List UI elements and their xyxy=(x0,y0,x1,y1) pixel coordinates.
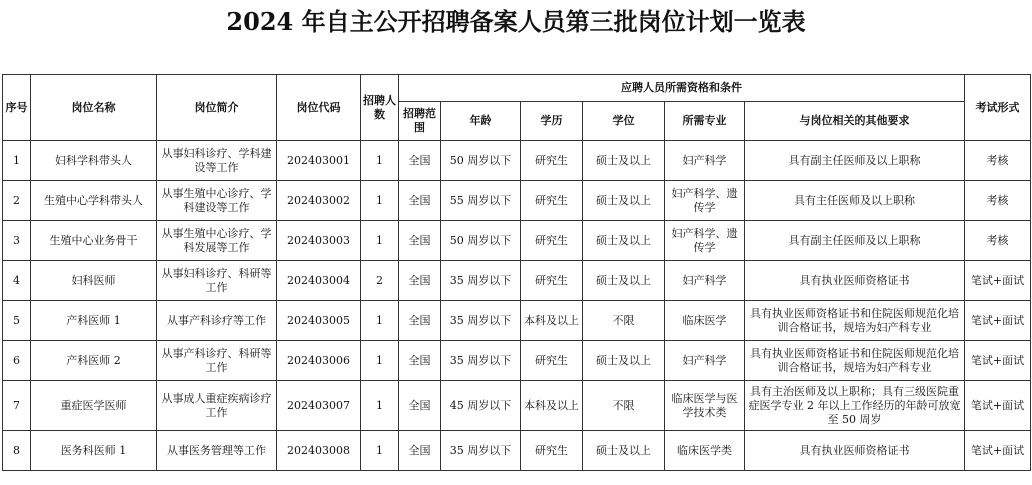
cell-scope: 全国 xyxy=(399,181,441,221)
cell-seq: 1 xyxy=(3,141,31,181)
cell-hire-count: 1 xyxy=(361,221,399,261)
cell-position-code: 202403008 xyxy=(277,431,361,471)
cell-other: 具有副主任医师及以上职称 xyxy=(745,141,965,181)
cell-scope: 全国 xyxy=(399,341,441,381)
cell-position-code: 202403006 xyxy=(277,341,361,381)
cell-age: 35 周岁以下 xyxy=(441,261,521,301)
cell-other: 具有执业医师资格证书 xyxy=(745,431,965,471)
header-row-1 xyxy=(3,75,1031,102)
cell-position-name: 重症医学医师 xyxy=(31,381,157,431)
cell-position-name: 妇科学科带头人 xyxy=(31,141,157,181)
cell-major: 临床医学 xyxy=(665,301,745,341)
cell-exam: 笔试+面试 xyxy=(965,341,1031,381)
cell-education: 本科及以上 xyxy=(521,301,583,341)
cell-position-code: 202403005 xyxy=(277,301,361,341)
cell-position-intro: 从事产科诊疗、科研等工作 xyxy=(157,341,277,381)
header-other: 与岗位相关的其他要求 xyxy=(745,102,965,141)
cell-position-name: 医务科医师 1 xyxy=(31,431,157,471)
cell-position-name: 妇科医师 xyxy=(31,261,157,301)
cell-position-intro: 从事妇科诊疗、学科建设等工作 xyxy=(157,141,277,181)
header-conditions-group: 应聘人员所需资格和条件 xyxy=(399,75,965,102)
cell-other: 具有主治医师及以上职称；具有三级医院重症医学专业 2 年以上工作经历的年龄可放宽至 50 周岁 xyxy=(745,381,965,431)
cell-degree: 硕士及以上 xyxy=(583,431,665,471)
cell-hire-count: 1 xyxy=(361,181,399,221)
cell-position-intro: 从事妇科诊疗、科研等工作 xyxy=(157,261,277,301)
cell-major: 妇产科学、遗传学 xyxy=(665,181,745,221)
cell-position-intro: 从事医务管理等工作 xyxy=(157,431,277,471)
cell-scope: 全国 xyxy=(399,301,441,341)
cell-position-name: 生殖中心学科带头人 xyxy=(31,181,157,221)
header-position-intro: 岗位简介 xyxy=(157,75,277,141)
cell-position-name: 产科医师 1 xyxy=(31,301,157,341)
cell-other: 具有执业医师资格证书和住院医师规范化培训合格证书，规培为妇产科专业 xyxy=(745,341,965,381)
cell-major: 临床医学与医学技术类 xyxy=(665,381,745,431)
cell-age: 45 周岁以下 xyxy=(441,381,521,431)
cell-other: 具有副主任医师及以上职称 xyxy=(745,221,965,261)
cell-scope: 全国 xyxy=(399,431,441,471)
cell-scope: 全国 xyxy=(399,381,441,431)
cell-education: 研究生 xyxy=(521,261,583,301)
cell-degree: 不限 xyxy=(583,381,665,431)
cell-scope: 全国 xyxy=(399,261,441,301)
cell-hire-count: 1 xyxy=(361,381,399,431)
cell-age: 35 周岁以下 xyxy=(441,301,521,341)
cell-position-code: 202403007 xyxy=(277,381,361,431)
cell-education: 研究生 xyxy=(521,141,583,181)
cell-degree: 不限 xyxy=(583,301,665,341)
cell-hire-count: 1 xyxy=(361,141,399,181)
cell-hire-count: 1 xyxy=(361,431,399,471)
header-exam: 考试形式 xyxy=(965,75,1031,141)
cell-other: 具有执业医师资格证书 xyxy=(745,261,965,301)
cell-degree: 硕士及以上 xyxy=(583,181,665,221)
cell-other: 具有主任医师及以上职称 xyxy=(745,181,965,221)
cell-education: 研究生 xyxy=(521,431,583,471)
cell-hire-count: 2 xyxy=(361,261,399,301)
cell-exam: 笔试+面试 xyxy=(965,301,1031,341)
cell-seq: 7 xyxy=(3,381,31,431)
cell-scope: 全国 xyxy=(399,141,441,181)
cell-degree: 硕士及以上 xyxy=(583,341,665,381)
page-title: 2024 年自主公开招聘备案人员第三批岗位计划一览表 xyxy=(226,7,806,36)
table-row xyxy=(3,181,1031,221)
cell-major: 妇产科学 xyxy=(665,141,745,181)
table-row xyxy=(3,301,1031,341)
cell-position-code: 202403001 xyxy=(277,141,361,181)
cell-hire-count: 1 xyxy=(361,301,399,341)
cell-position-intro: 从事生殖中心诊疗、学科建设等工作 xyxy=(157,181,277,221)
cell-education: 研究生 xyxy=(521,221,583,261)
cell-degree: 硕士及以上 xyxy=(583,261,665,301)
cell-age: 35 周岁以下 xyxy=(441,341,521,381)
cell-other: 具有执业医师资格证书和住院医师规范化培训合格证书，规培为妇产科专业 xyxy=(745,301,965,341)
cell-seq: 8 xyxy=(3,431,31,471)
header-major: 所需专业 xyxy=(665,102,745,141)
cell-major: 妇产科学 xyxy=(665,261,745,301)
position-table xyxy=(2,74,1031,471)
cell-position-code: 202403003 xyxy=(277,221,361,261)
cell-seq: 4 xyxy=(3,261,31,301)
cell-major: 妇产科学、遗传学 xyxy=(665,221,745,261)
cell-seq: 2 xyxy=(3,181,31,221)
cell-age: 50 周岁以下 xyxy=(441,141,521,181)
cell-position-code: 202403002 xyxy=(277,181,361,221)
cell-age: 35 周岁以下 xyxy=(441,431,521,471)
cell-education: 研究生 xyxy=(521,181,583,221)
cell-position-intro: 从事产科诊疗等工作 xyxy=(157,301,277,341)
cell-major: 临床医学类 xyxy=(665,431,745,471)
header-hire-count: 招聘人数 xyxy=(361,75,399,141)
table-row xyxy=(3,431,1031,471)
cell-degree: 硕士及以上 xyxy=(583,221,665,261)
header-age: 年龄 xyxy=(441,102,521,141)
cell-position-code: 202403004 xyxy=(277,261,361,301)
cell-exam: 考核 xyxy=(965,141,1031,181)
cell-position-intro: 从事成人重症疾病诊疗工作 xyxy=(157,381,277,431)
cell-education: 本科及以上 xyxy=(521,381,583,431)
cell-exam: 考核 xyxy=(965,181,1031,221)
table-row xyxy=(3,141,1031,181)
header-education: 学历 xyxy=(521,102,583,141)
header-seq: 序号 xyxy=(3,75,31,141)
table-row xyxy=(3,261,1031,301)
table-row xyxy=(3,221,1031,261)
header-degree: 学位 xyxy=(583,102,665,141)
cell-scope: 全国 xyxy=(399,221,441,261)
table-row xyxy=(3,381,1031,431)
cell-age: 50 周岁以下 xyxy=(441,221,521,261)
cell-hire-count: 1 xyxy=(361,341,399,381)
cell-exam: 考核 xyxy=(965,221,1031,261)
cell-degree: 硕士及以上 xyxy=(583,141,665,181)
header-position-name: 岗位名称 xyxy=(31,75,157,141)
header-position-code: 岗位代码 xyxy=(277,75,361,141)
table-row xyxy=(3,341,1031,381)
cell-position-name: 产科医师 2 xyxy=(31,341,157,381)
cell-position-name: 生殖中心业务骨干 xyxy=(31,221,157,261)
cell-age: 55 周岁以下 xyxy=(441,181,521,221)
cell-exam: 笔试+面试 xyxy=(965,261,1031,301)
header-scope: 招聘范围 xyxy=(399,102,441,141)
cell-seq: 3 xyxy=(3,221,31,261)
cell-major: 妇产科学 xyxy=(665,341,745,381)
cell-exam: 笔试+面试 xyxy=(965,431,1031,471)
cell-exam: 笔试+面试 xyxy=(965,381,1031,431)
cell-position-intro: 从事生殖中心诊疗、学科发展等工作 xyxy=(157,221,277,261)
cell-seq: 6 xyxy=(3,341,31,381)
cell-seq: 5 xyxy=(3,301,31,341)
cell-education: 研究生 xyxy=(521,341,583,381)
